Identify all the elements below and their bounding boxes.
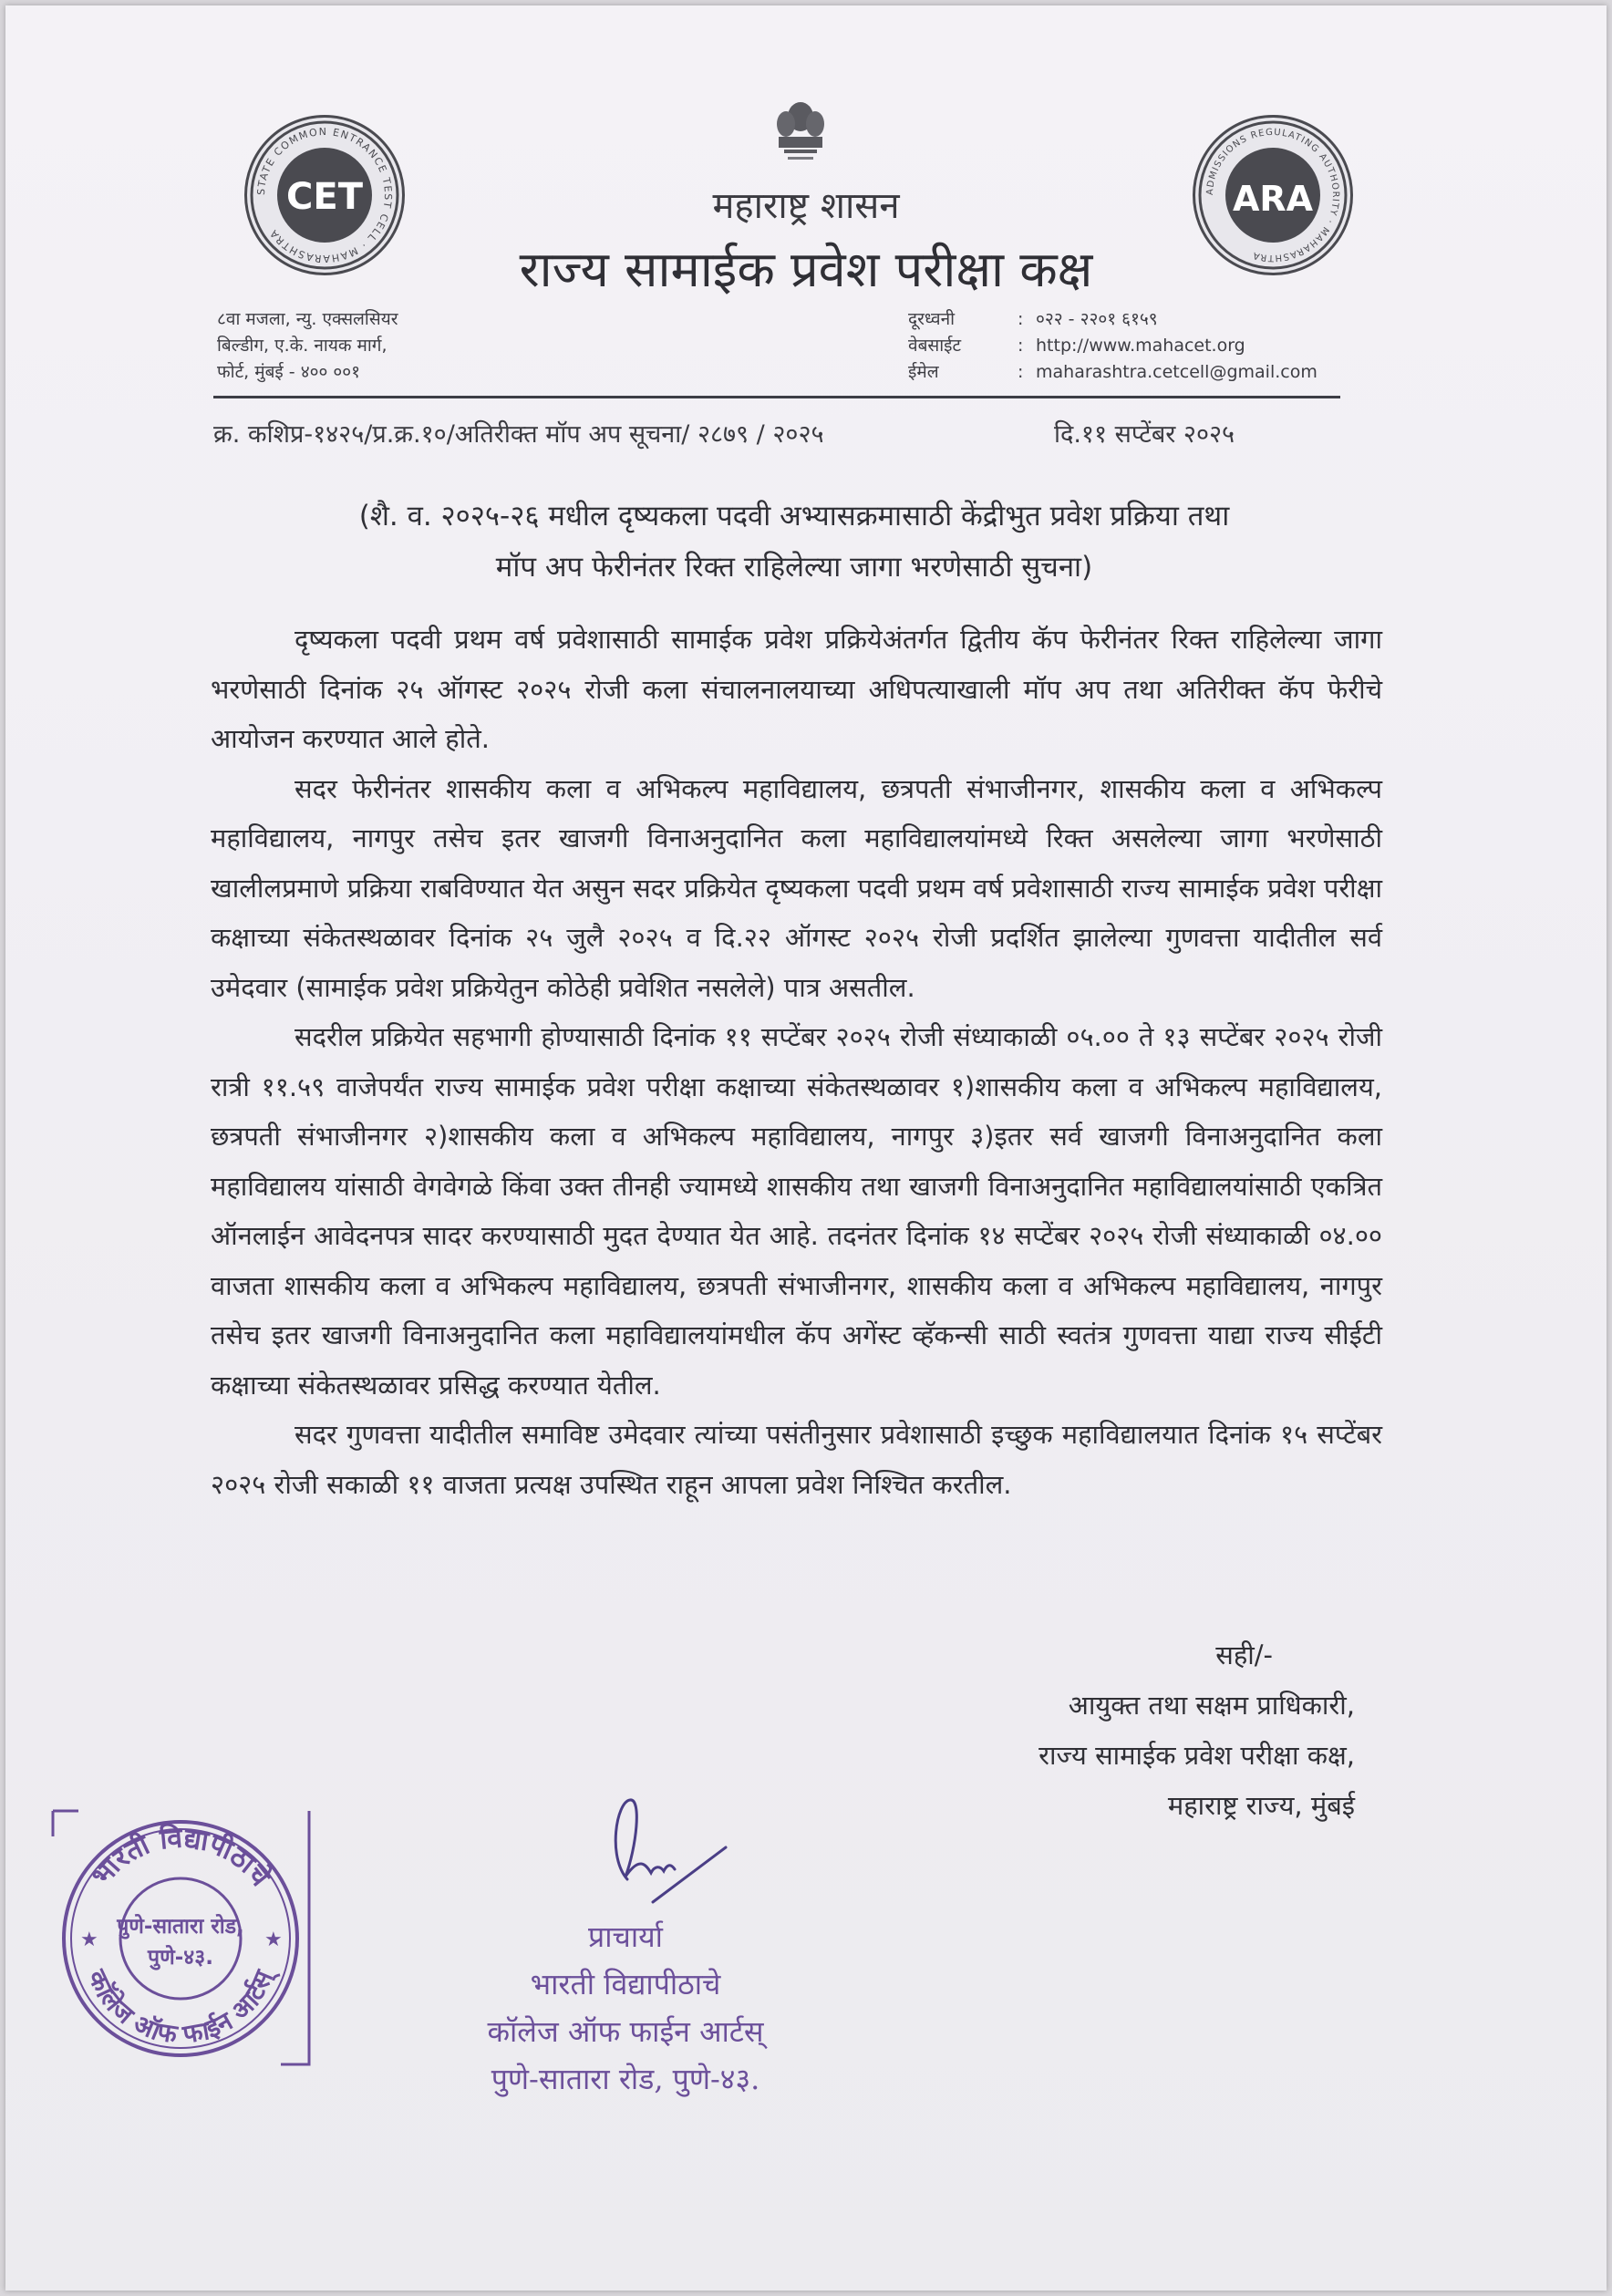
contact-email [908, 359, 1318, 386]
svg-text:भारती विद्यापीठाचे [86, 1821, 277, 1893]
subject-line: मॉप अप फेरीनंतर रिक्त राहिलेल्या जागा भरणेसाठी सुचना) [495, 551, 1093, 584]
contact-value: ०२२ - २२०१ ६१५९ [1036, 309, 1158, 329]
office-address [217, 306, 398, 386]
signoff-state: महाराष्ट्र राज्य, मुंबई [1167, 1790, 1355, 1821]
signoff-signed: सही/- [1215, 1639, 1273, 1670]
header-divider [213, 396, 1340, 398]
address-line: ८वा मजला, न्यु. एक्सलसियर [217, 309, 398, 329]
body-paragraph: सदरील प्रक्रियेत सहभागी होण्यासाठी दिनांक ११ सप्टेंबर २०२५ रोजी संध्याकाळी ०५.०० ते १३ सप्टेंबर २०२५ रोजी रात्री ११.५९ वाजेपर्यंत राज्य सामाईक प्रवेश परीक्षा कक्षाच्या संकेतस्थळावर १)शासकीय कला व अभिकल्प महाविद्यालय, छत्रपती संभाजीनगर २)शासकीय कला व अभिकल्प महाविद्यालय, नागपुर ३)इतर सर्व खाजगी विनाअनुदानित कला महाविद्यालय यांसाठी वेगवेगळे किंवा उक्त तीनही ज्यामध्ये शासकीय तथा खाजगी विनाअनुदानित महाविद्यालयांसाठी एकत्रित ऑनलाईन आवेदनपत्र सादर करण्यासाठी मुदत देण्यात येत आहे. तदनंतर दिनांक १४ सप्टेंबर २०२५ रोजी संध्याकाळी ०४.०० वाजता शासकीय कला व अभिकल्प महाविद्यालय, छत्रपती संभाजीनगर, शासकीय कला व अभिकल्प महाविद्यालय, नागपुर तसेच इतर खाजगी विनाअनुदानित कला महाविद्यालयांमधील कॅप अगेंस्ट व्हॅकन्सी साठी स्वतंत्र गुणवत्ता याद्या राज्य सीईटी कक्षाच्या संकेतस्थळावर प्रसिद्ध करण्यात येतील. [211, 1021, 1382, 1401]
cet-logo-ring-text: STATE COMMON ENTRANCE TEST CELL · MAHARASHTRA [254, 125, 395, 265]
state-emblem-icon [768, 97, 833, 179]
signoff-designation: आयुक्त तथा सक्षम प्राधिकारी, [1068, 1690, 1355, 1721]
principal-college: कॉलेज ऑफ फाईन आर्टस् [487, 2014, 764, 2049]
stamp-center-line1: पुणे-सातारा रोड, [117, 1915, 244, 1939]
contact-label: वेबसाईट [908, 336, 962, 356]
notice-body [211, 615, 1382, 1509]
contact-phone [908, 306, 1318, 333]
contact-label: ईमेल [908, 362, 939, 382]
address-line: बिल्डीग, ए.के. नायक मार्ग, [217, 336, 388, 356]
signoff-block [917, 1630, 1355, 1831]
contact-value: http://www.mahacet.org [1036, 336, 1245, 356]
reference-date: दि.११ सप्टेंबर २०२५ [1054, 420, 1235, 449]
contact-block [908, 306, 1318, 386]
reference-number: क्र. कशिप्र-१४२५/प्र.क्र.१०/अतिरीक्त मॉप अप सूचना/ २८७९ / २०२५ [213, 420, 824, 449]
principal-title: प्राचार्या [588, 1919, 663, 1954]
body-paragraph: सदर गुणवत्ता यादीतील समाविष्ट उमेदवार त्यांच्या पसंतीनुसार प्रवेशासाठी इच्छुक महाविद्यालयात दिनांक १५ सप्टेंबर २०२५ रोजी सकाळी ११ वाजता प्रत्यक्ष उपस्थित राहून आपला प्रवेश निश्चित करतील. [211, 1419, 1382, 1500]
stamp-ring-top: भारती विद्यापीठाचे [85, 1822, 276, 1893]
ara-logo-text: ARA [1232, 179, 1314, 219]
contact-separator: : [1018, 309, 1024, 329]
notice-subject [206, 491, 1382, 593]
body-paragraph: सदर फेरीनंतर शासकीय कला व अभिकल्प महाविद्यालय, छत्रपती संभाजीनगर, शासकीय कला व अभिकल्प महाविद्यालय, नागपुर तसेच इतर खाजगी विनाअनुदानित कला महाविद्यालयांमध्ये रिक्त असलेल्या जागा भरणेसाठी खालीलप्रमाणे प्रक्रिया राबविण्यात येत असुन सदर प्रक्रियेत दृष्यकला पदवी प्रथम वर्ष प्रवेशासाठी राज्य सामाईक प्रवेश परीक्षा कक्षाच्या संकेतस्थळावर दिनांक २५ जुलै २०२५ व दि.२२ ऑगस्ट २०२५ रोजी प्रदर्शित झालेल्या गुणवत्ता यादीतील सर्व उमेदवार (सामाईक प्रवेश प्रक्रियेतुन कोठेही प्रवेशित नसलेले) पात्र असतील. [211, 772, 1382, 1003]
college-round-stamp [42, 1800, 320, 2078]
stamp-star-icon: ★ [80, 1929, 98, 1951]
subject-line: (शै. व. २०२५-२६ मधील दृष्यकला पदवी अभ्यासक्रमासाठी केंद्रीभुत प्रवेश प्रक्रिया तथा [358, 500, 1230, 533]
contact-separator: : [1018, 362, 1024, 382]
stamp-star-icon: ★ [264, 1929, 283, 1951]
signoff-office: राज्य सामाईक प्रवेश परीक्षा कक्ष, [1038, 1740, 1355, 1771]
principal-institution: भारती विद्यापीठाचे [530, 1967, 721, 2001]
ara-logo-ring-text: ADMISSIONS REGULATING AUTHORITY · MAHARASHTRA [1204, 127, 1341, 264]
contact-separator: : [1018, 336, 1024, 356]
principal-stamp [434, 1913, 817, 2103]
contact-label: दूरध्वनी [908, 309, 956, 329]
body-paragraph: दृष्यकला पदवी प्रथम वर्ष प्रवेशासाठी सामाईक प्रवेश प्रक्रियेअंतर्गत द्वितीय कॅप फेरीनंतर रिक्त राहिलेल्या जागा भरणेसाठी दिनांक २५ ऑगस्ट २०२५ रोजी कला संचालनालयाच्या अधिपत्याखाली मॉप अप तथा अतिरीक्त कॅप फेरीचे आयोजन करण्यात आले होते. [211, 624, 1382, 754]
handwritten-signature [589, 1793, 744, 1911]
stamp-center-line2: पुणे-४३. [148, 1946, 213, 1970]
principal-address: पुणे-सातारा रोड, पुणे-४३. [491, 2062, 760, 2096]
header-title-line2: राज्य सामाईक प्रवेश परीक्षा कक्ष [519, 241, 1093, 298]
svg-text:कॉलेज ऑफ फाईन आर्टस् [81, 1961, 282, 2049]
stamp-ring-bottom: कॉलेज ऑफ फाईन आर्टस् [81, 1965, 279, 2050]
contact-website [908, 333, 1318, 359]
document-page [5, 5, 1607, 2291]
contact-value: maharashtra.cetcell@gmail.com [1036, 362, 1318, 382]
cet-logo-text: CET [286, 176, 363, 218]
header-title-line1: महाराष्ट्र शासन [712, 185, 900, 227]
address-line: फोर्ट, मुंबई - ४०० ००१ [217, 362, 361, 382]
